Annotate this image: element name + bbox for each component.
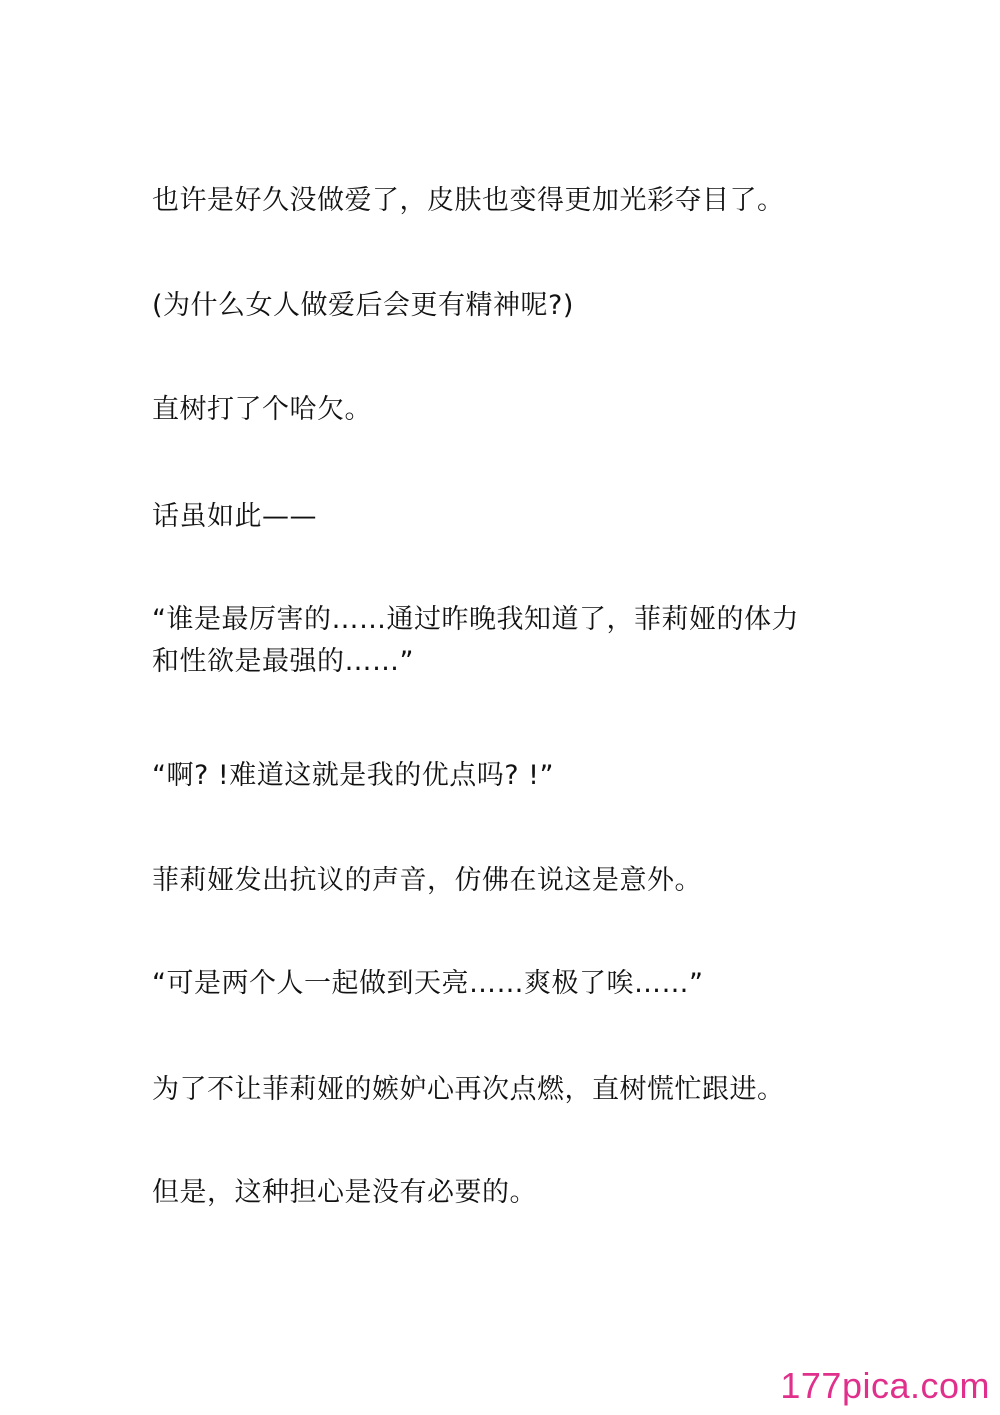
paragraph-2: (为什么女人做爱后会更有精神呢?) (152, 290, 574, 321)
watermark: 177pica.com (780, 1365, 990, 1406)
paragraph-7: 菲莉娅发出抗议的声音，仿佛在说这是意外。 (152, 865, 702, 896)
paragraph-5: “谁是最厉害的……通过昨晚我知道了，菲莉娅的体力 和性欲是最强的……” (152, 604, 799, 677)
paragraph-3: 直树打了个哈欠。 (152, 394, 372, 425)
paragraph-6: “啊? !难道这就是我的优点吗? !” (152, 760, 554, 791)
paragraph-4: 话虽如此—— (152, 501, 317, 532)
paragraph-10: 但是，这种担心是没有必要的。 (152, 1177, 537, 1208)
paragraph-8: “可是两个人一起做到天亮……爽极了唉……” (152, 968, 704, 999)
paragraph-9: 为了不让菲莉娅的嫉妒心再次点燃，直树慌忙跟进。 (152, 1074, 785, 1105)
paragraph-1: 也许是好久没做爱了，皮肤也变得更加光彩夺目了。 (152, 185, 785, 216)
